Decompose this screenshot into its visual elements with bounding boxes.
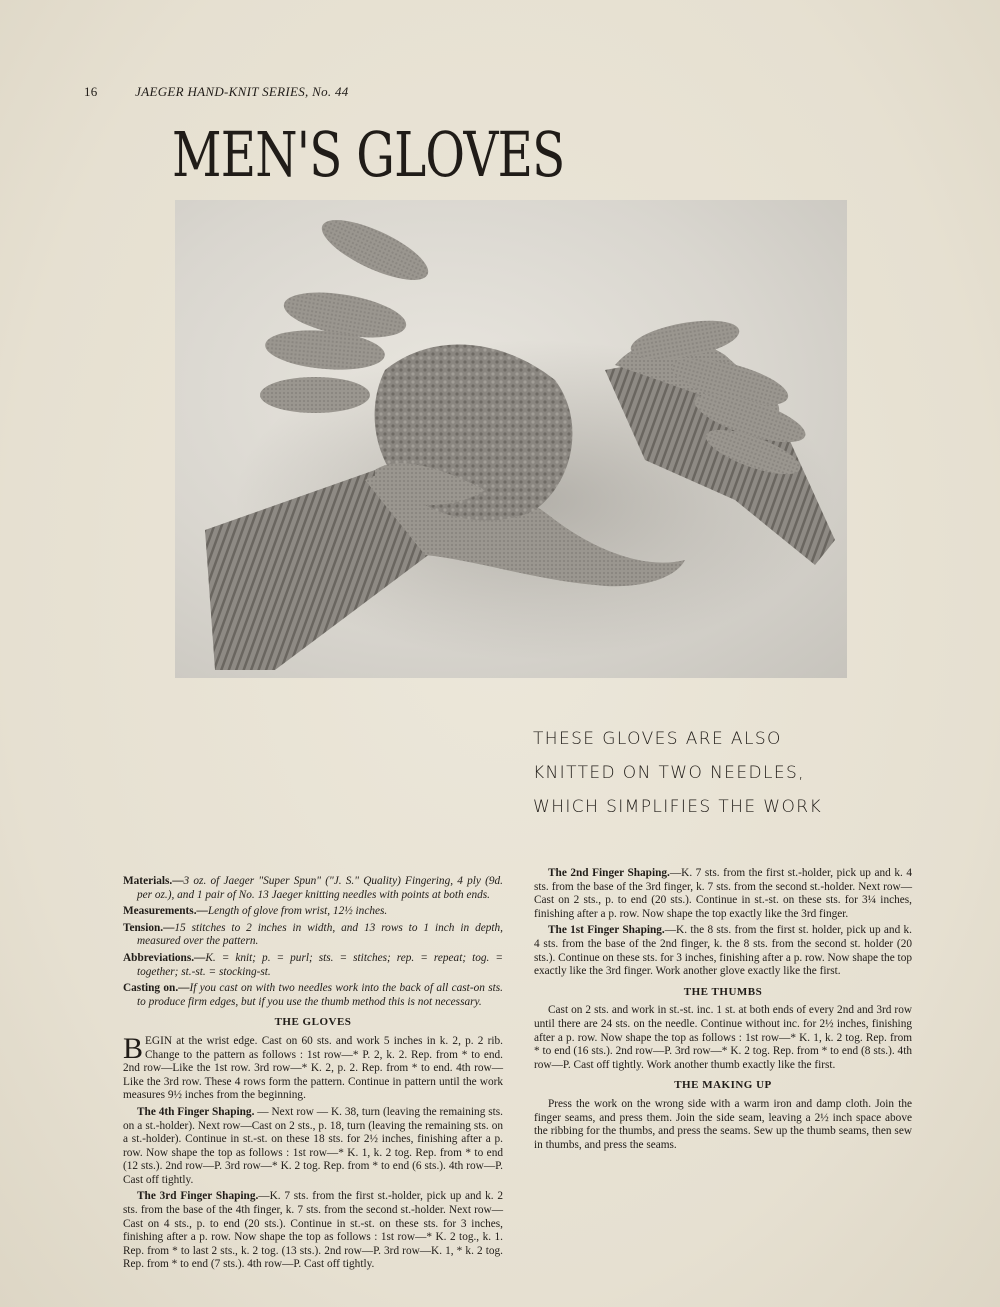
right-column <box>534 867 912 1155</box>
section-heading-gloves: THE GLOVES <box>274 1016 352 1029</box>
spec-casting-on: Casting on.—If you cast on with two needles work into the back of all cast-on sts. to produce firm edges, but if you use the thumb method this is not necessary. <box>123 982 504 1008</box>
section-heading-thumbs: THE THUMBS <box>683 985 763 998</box>
thumbs-text: Cast on 2 sts. and work in st.-st. inc. 1 st. at both ends of every 2nd and 3rd row until there are 24 sts. on the needle. Continue without inc. for 2½ inches, finishing after a p. row. Now shape the top as follows : 1st row—* K. 1, k. 2 tog. Rep. from * to end (16 sts.). 2nd row—P. 3rd row—* K. 2 tog. Rep. from * to end (8 sts.). 4th row—P. Cast off tightly. Work another thumb exactly like the first. <box>534 1004 912 1071</box>
page-number: 16 <box>84 84 98 99</box>
section-heading-making-up: THE MAKING UP <box>674 1079 772 1092</box>
making-up-text: Press the work on the wrong side with a warm iron and damp cloth. Join the finger seams, and press them. Join the side seam, leaving a 2½ inch space above the ribbing for the thumbs, and press the seams. Sew up the thumb seams, then sew in thumbs, and press the seams. <box>534 1097 912 1151</box>
tagline-line: KNITTED ON TWO NEEDLES, <box>533 763 805 783</box>
running-header <box>84 84 349 100</box>
gloves-illustration <box>175 200 847 678</box>
gloves-photo <box>175 200 847 678</box>
fourth-finger-shaping: The 4th Finger Shaping. — Next row — K. 38, turn (leaving the remaining sts. on a st.-holder). Next row—Cast on 2 sts., p. 18, turn (leaving the remaining sts. on a st.-holder). Continue in st.-st. on these 18 sts. for 2½ inches, finishing after a p. row. Now shape the top as follows : 1st row—* K. 1, k. 2 tog. Rep. from * to end (12 sts.). 2nd row—P. 3rd row—* K. 2 tog. Rep. from * to end (6 sts.). 4th row—P. Cast off tightly. <box>123 1105 503 1186</box>
tagline-line: THESE GLOVES ARE ALSO <box>533 729 782 749</box>
spec-abbreviations: Abbreviations.—K. = knit; p. = purl; sts. = stitches; rep. = repeat; tog. = together; st.-st. = stocking-st. <box>123 951 503 978</box>
drop-cap: B <box>123 1031 144 1065</box>
spec-materials: Materials.—3 oz. of Jaeger "Super Spun" ("J. S." Quality) Fingering, 4 ply (9d. per oz.), and 1 pair of No. 13 Jaeger knitting needles with points at both ends. <box>123 875 503 901</box>
third-finger-shaping: The 3rd Finger Shaping.—K. 7 sts. from the first st.-holder, pick up and k. 2 sts. from the base of the 4th finger, k. 7 sts. from the second st.-holder. Next row—Cast on 4 sts., p. to end (20 sts.). Continue in st.-st. on these sts. for 3 inches, finishing after a p. row. Now shape the top as follows : 1st row—* K. 2 tog., k. 1. Rep. from * to last 2 sts., k. 2 tog. (13 sts.). 2nd row—P. 3rd row—K. 1, * k. 2 tog. Rep. from * to end (7 sts.). 4th row—P. Cast off tightly. <box>123 1190 503 1271</box>
second-finger-shaping: The 2nd Finger Shaping.—K. 7 sts. from the first st.-holder, pick up and k. 4 sts. from the base of the 3rd finger, k. 7 sts. from the second st.-holder. Next row—Cast on 2 sts., p. to end (20 sts.). Continue in st.-st. on these sts. for 3¼ inches, finishing after a p. row. Now shape the top exactly like the 3rd finger. <box>534 867 912 920</box>
spec-tension: Tension.—15 stitches to 2 inches in width, and 13 rows to 1 inch in depth, measured over the pattern. <box>123 921 503 948</box>
first-finger-shaping: The 1st Finger Shaping.—K. the 8 sts. from the first st. holder, pick up and k. 4 sts. from the base of the 2nd finger, k. the 8 sts. from the second st. holder (20 sts.). Continue on these sts. for 3 inches, finishing after a p. row. Now shape the top exactly like the 3rd finger. Work another glove exactly like the first. <box>534 924 912 978</box>
tagline <box>533 722 822 824</box>
left-column <box>123 875 503 1275</box>
tagline-line: WHICH SIMPLIFIES THE WORK <box>533 797 823 817</box>
spec-measurements: Measurements.—Length of glove from wrist, 12½ inches. <box>123 905 388 918</box>
series-title: JAEGER HAND-KNIT SERIES, No. 44 <box>135 84 349 99</box>
page-title: MEN'S GLOVES <box>172 118 565 191</box>
gloves-intro: BEGIN at the wrist edge. Cast on 60 sts. and work 5 inches in k. 2, p. 2 rib. Change to the pattern as follows : 1st row—* P. 2, k. 2. Rep. from * to end. 2nd row—Like the 1st row. 3rd row—* K. 2, p. 2. Rep. from * to end. 4th row—Like the 3rd row. These 4 rows form the pattern. Continue in pattern until the work measures 9½ inches from the beginning. <box>123 1031 503 1102</box>
